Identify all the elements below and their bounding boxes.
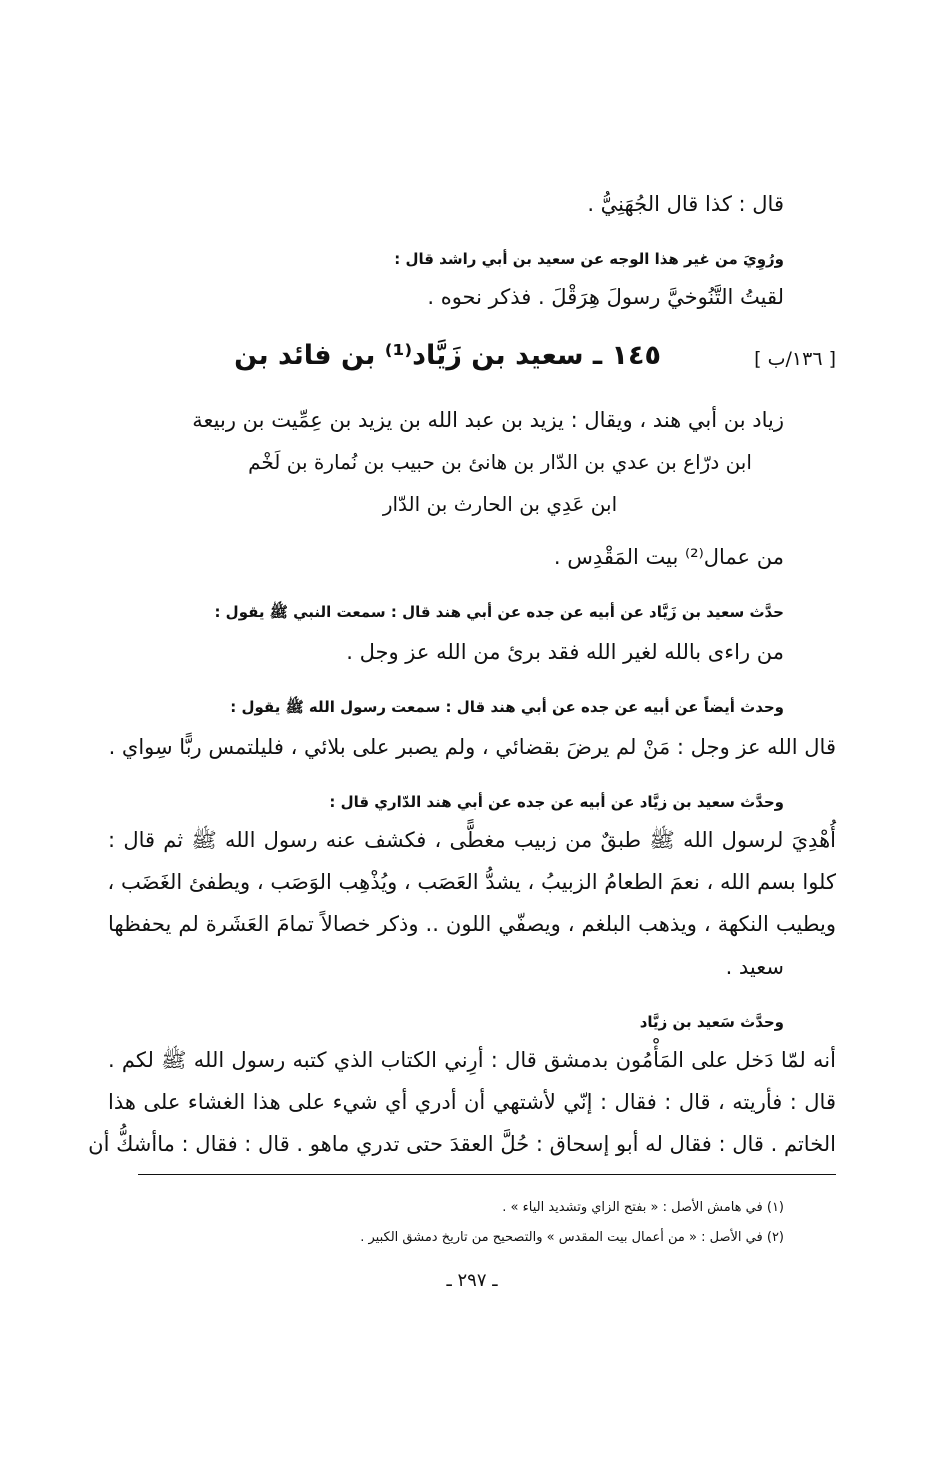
hadith-4-line-1: أنه لمّا دَخل على المَأْمُون بدمشق قال : أرِني الكتاب الذي كتبه رسول الله ﷺ لكم .: [108, 1048, 836, 1072]
text-line-1: قال : كذا قال الجُهَنِيُّ .: [587, 192, 784, 216]
lineage-line-2: ابن درّاع بن عدي بن الدّار بن هانئ بن حبيب بن نُمارة بن لَخْم: [248, 450, 752, 474]
hadith-3-line-3: ويطيب النكهة ، ويذهب البلغم ، ويصفّي اللون .. وذكر خصالاً تمامَ العَشَرة لم يحفظها: [108, 912, 836, 936]
lineage-line-1: زياد بن أبي هند ، ويقال : يزيد بن عبد الله بن يزيد بن عِمِّيت بن ربيعة: [192, 408, 784, 432]
lineage-line-3: ابن عَدِي بن الحارث بن الدّار: [382, 492, 618, 516]
hadith-1-text: من راءى بالله لغير الله فقد برئ من الله عز وجل .: [346, 640, 784, 664]
page-number: ـ ٢٩٧ ـ: [446, 1270, 498, 1291]
narration-chain-line: ورُوِيَ من غير هذا الوجه عن سعيد بن أبي راشد قال :: [394, 250, 784, 268]
hadith-2-isnad: وحدث أيضاً عن أبيه عن جده عن أبي هند قال : سمعت رسول الله ﷺ يقول :: [230, 698, 784, 716]
hadith-4-isnad: وحدَّث سَعيد بن زيَّاد: [639, 1013, 784, 1031]
hadith-3-isnad: وحدَّث سعيد بن زيَّاد عن أبيه عن جده عن أبي هند الدّاري قال :: [329, 793, 784, 811]
hadith-1-isnad: حدَّث سعيد بن زَيَّاد عن أبيه عن جده عن أبي هند قال : سمعت النبي ﷺ يقول :: [214, 603, 784, 621]
footnote-divider: [138, 1174, 836, 1175]
entry-heading-row: [108, 340, 836, 384]
entry-heading: ١٤٥ ـ سعيد بن زَيَّاد⁽¹⁾ بن فائد بن: [234, 340, 661, 371]
hadith-3-line-1: أُهْدِيَ لرسول الله ﷺ طبقٌ من زبيب مغطًّى ، فكشف عنه رسول الله ﷺ ثم قال :: [108, 828, 836, 852]
hadith-3-line-4: سعيد .: [725, 955, 784, 979]
footnote-2: (٢) في الأصل : « من أعمال بيت المقدس » والتصحيح من تاريخ دمشق الكبير .: [360, 1230, 784, 1245]
hadith-2-text: قال الله عز وجل : مَنْ لم يرضَ بقضائي ، ولم يصبر على بلائي ، فليلتمس ربًّا سِواي .: [108, 735, 836, 759]
hadith-4-line-3: الخاتم . قال : فقال له أبو إسحاق : حُلَّ العقدَ حتى تدري ماهو . قال : فقال : ماأشكُّ أن: [88, 1132, 836, 1156]
origin-line: من عمال⁽²⁾ بيت المَقْدِس .: [553, 545, 784, 569]
text-line-3: لقيتُ التَّنُوخيَّ رسولَ هِرَقْلَ . فذكر نحوه .: [427, 285, 784, 309]
hadith-4-line-2: قال : فأريته ، قال : فقال : إنّي لأشتهي أن أدري أي شيء على هذا الغشاء على هذا: [108, 1090, 836, 1114]
folio-marker: [ ١٣٦/ب ]: [754, 348, 836, 370]
footnote-1: (١) في هامش الأصل : « بفتح الزاي وتشديد الياء » .: [502, 1200, 784, 1215]
hadith-3-line-2: كلوا بسم الله ، نعمَ الطعامُ الزبيبُ ، يشدُّ العَصَب ، ويُذْهِب الوَصَب ، ويطفئ الغَضَب ،: [107, 870, 836, 894]
